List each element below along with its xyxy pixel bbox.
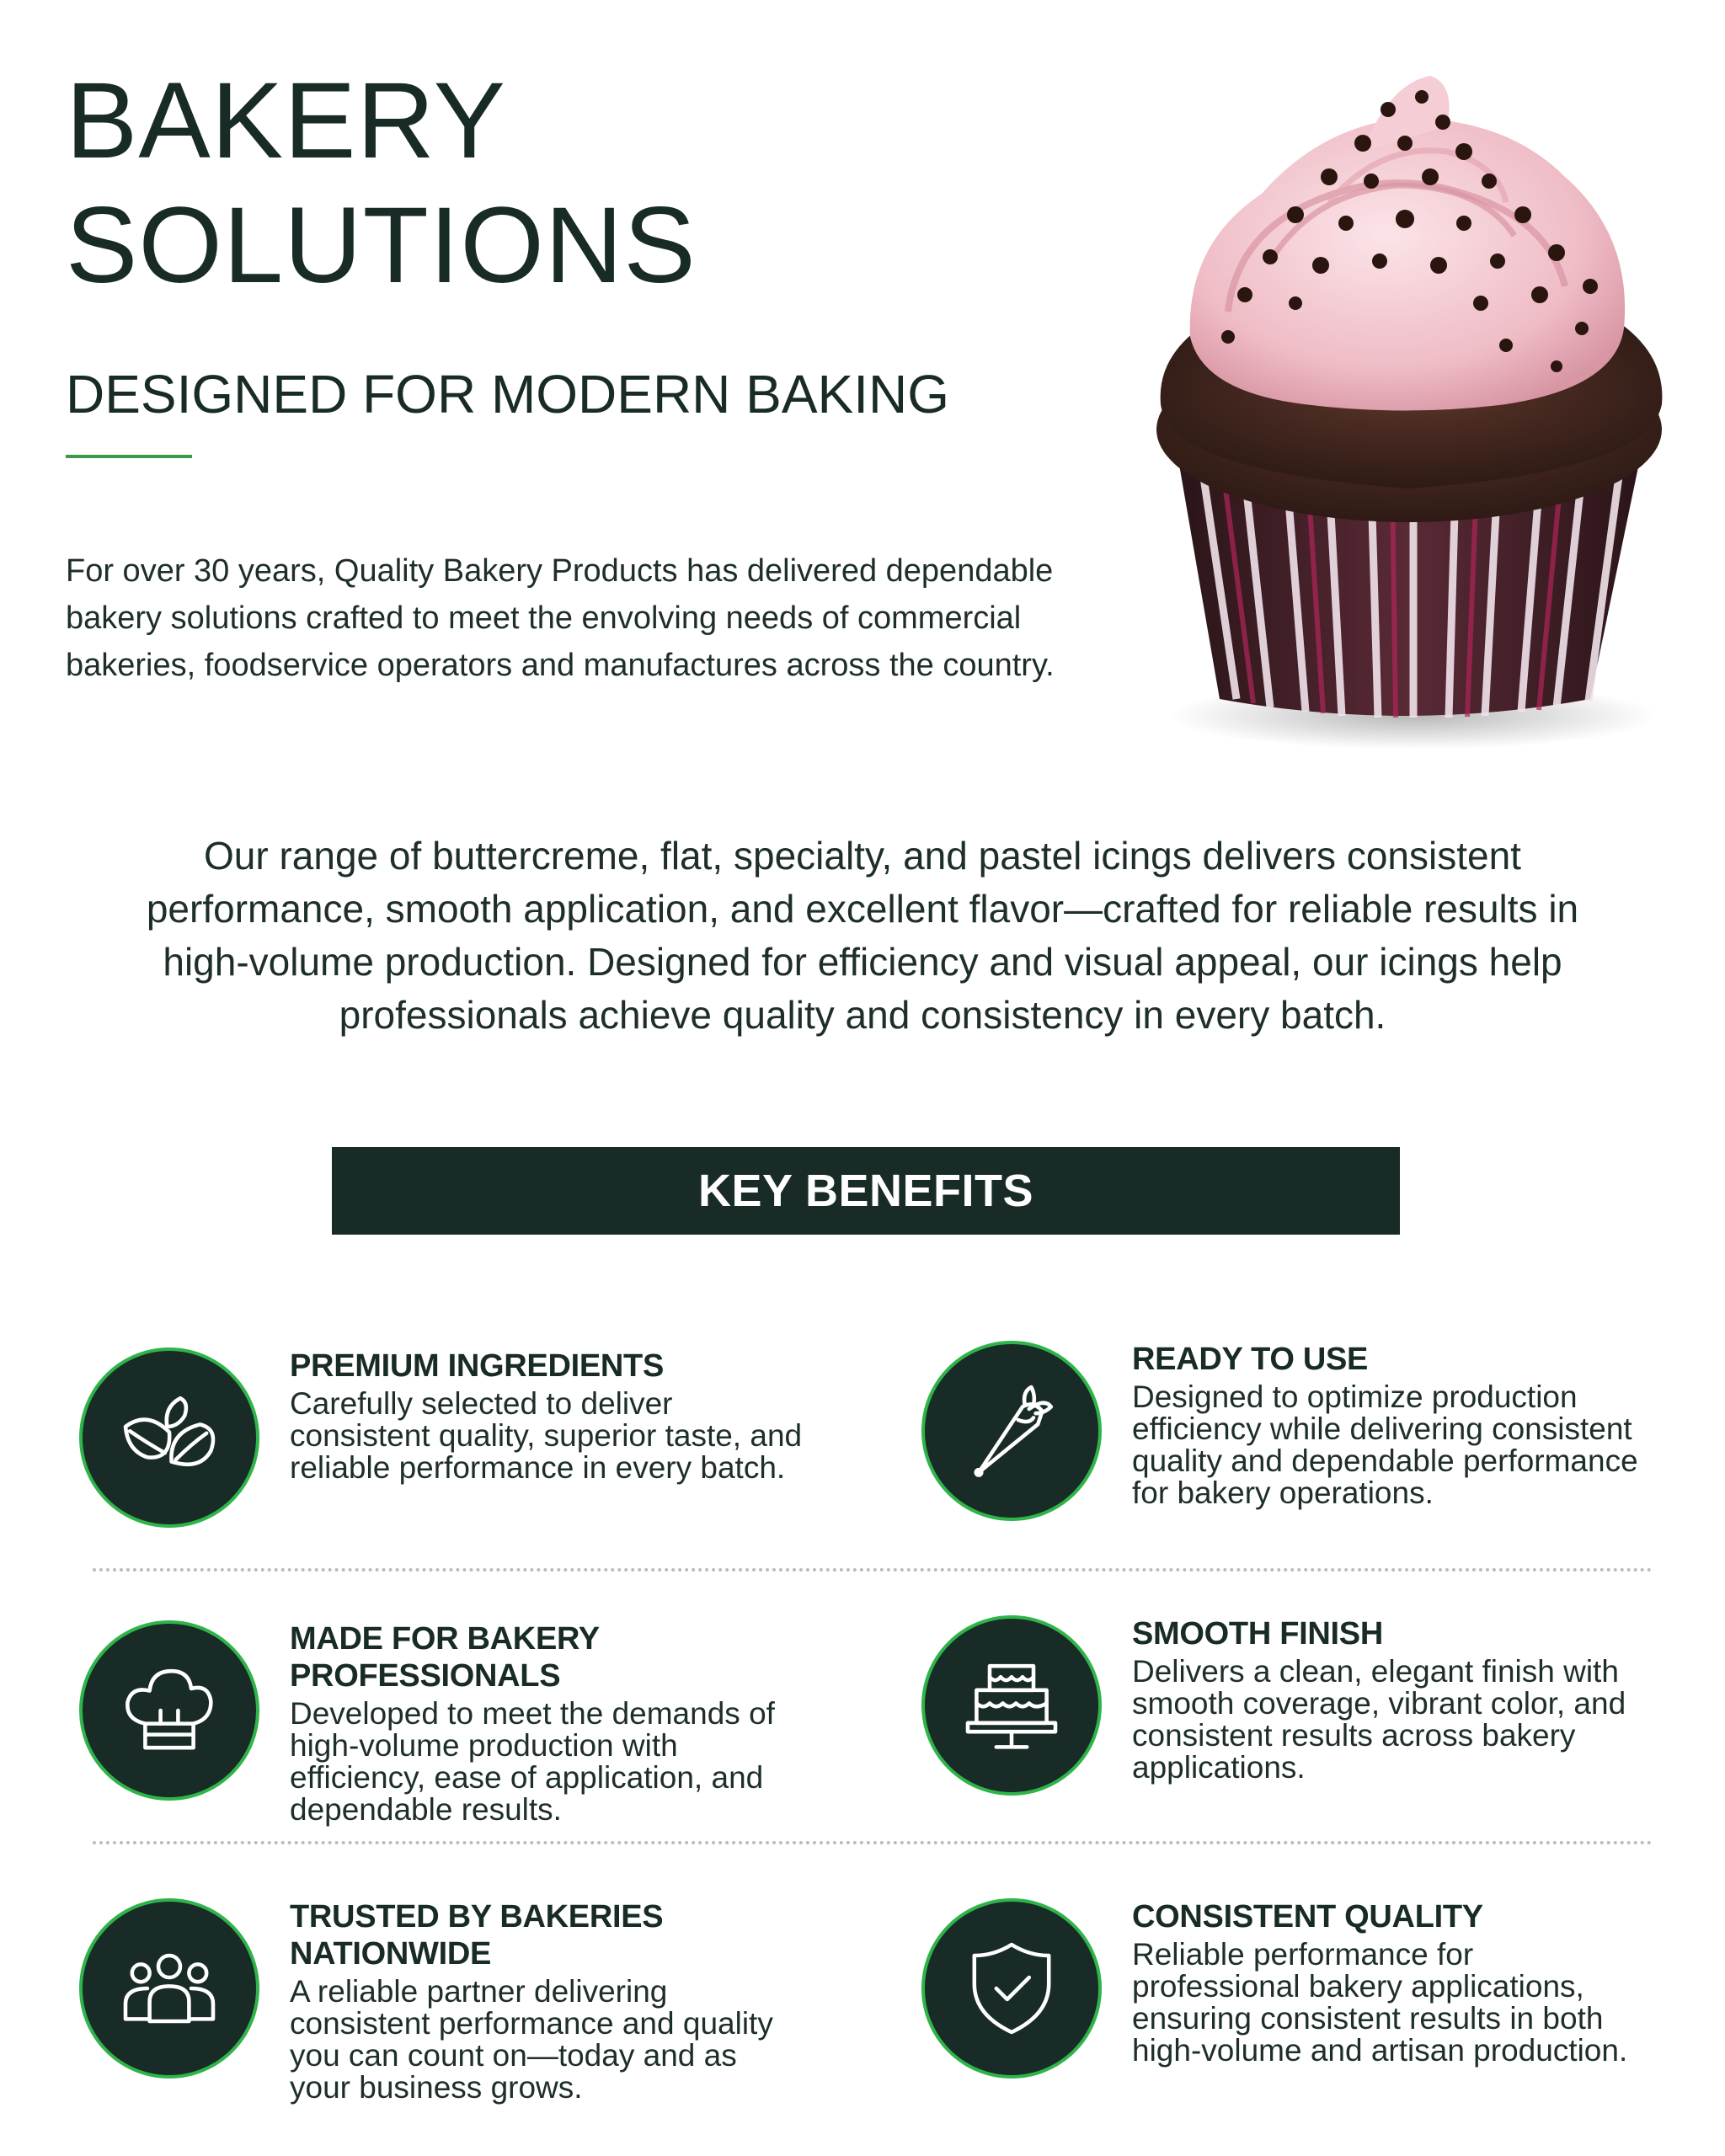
benefit-consistent-quality bbox=[921, 1898, 1646, 2092]
divider bbox=[93, 1841, 1653, 1844]
benefit-title: MADE FOR BAKERY PROFESSIONALS bbox=[290, 1621, 600, 1694]
benefit-description: Carefully selected to deliver consistent quality, superior taste, and reliable performance in every batch. bbox=[290, 1386, 803, 1485]
benefit-bakery-professionals bbox=[79, 1620, 804, 1827]
benefit-title: TRUSTED BY BAKERIES NATIONWIDE bbox=[290, 1899, 664, 1972]
page-subtitle: DESIGNED FOR MODERN BAKING bbox=[66, 364, 949, 424]
summary-paragraph: Our range of buttercreme, flat, specialty, and pastel icings delivers consistent performance, smooth application, and excellent flavor—crafted for reliable results in high-volume production. Designed for efficiency and visual appeal, our icings help professionals achieve quality and consistency in every batch. bbox=[146, 834, 1579, 1037]
title-line-1: BAKERY bbox=[66, 61, 506, 181]
cupcake-image bbox=[1110, 34, 1700, 758]
leaves-icon bbox=[79, 1348, 259, 1528]
title-line-2: SOLUTIONS bbox=[66, 185, 697, 306]
benefit-title: SMOOTH FINISH bbox=[1132, 1616, 1383, 1652]
benefit-premium-ingredients bbox=[79, 1348, 804, 1541]
cake-stand-icon bbox=[921, 1615, 1102, 1796]
benefit-description: Developed to meet the demands of high-volume production with efficiency, ease of application, and dependable results. bbox=[290, 1696, 775, 1827]
benefit-ready-to-use bbox=[921, 1341, 1646, 1534]
people-group-icon bbox=[79, 1898, 259, 2079]
benefit-description: Reliable performance for professional bakery applications, ensuring consistent results in both high-volume and artisan production. bbox=[1132, 1937, 1628, 2068]
benefit-description: A reliable partner delivering consistent performance and quality you can count on—today and as your business grows. bbox=[290, 1974, 773, 2105]
shield-check-icon bbox=[921, 1898, 1102, 2079]
benefit-description: Delivers a clean, elegant finish with smooth coverage, vibrant color, and consistent results across bakery applications. bbox=[1132, 1654, 1626, 1785]
benefit-description: Designed to optimize production efficiency while delivering consistent quality and dependable performance for bakery operations. bbox=[1132, 1380, 1638, 1510]
benefit-title: READY TO USE bbox=[1132, 1342, 1369, 1377]
chef-hat-icon bbox=[79, 1620, 259, 1801]
benefit-title: PREMIUM INGREDIENTS bbox=[290, 1348, 664, 1384]
piping-bag-icon bbox=[921, 1341, 1102, 1521]
benefit-smooth-finish bbox=[921, 1615, 1646, 1809]
intro-paragraph: For over 30 years, Quality Bakery Products has delivered dependable bakery solutions crafted to meet the envolving needs of commercial bakeries, foodservice operators and manufactures across the country. bbox=[66, 553, 1055, 683]
divider bbox=[93, 1568, 1653, 1572]
benefit-trusted-nationwide bbox=[79, 1898, 804, 2105]
benefit-title: CONSISTENT QUALITY bbox=[1132, 1899, 1483, 1935]
page-title bbox=[66, 59, 697, 308]
key-benefits-banner: KEY BENEFITS bbox=[332, 1147, 1400, 1235]
accent-rule bbox=[66, 455, 192, 458]
